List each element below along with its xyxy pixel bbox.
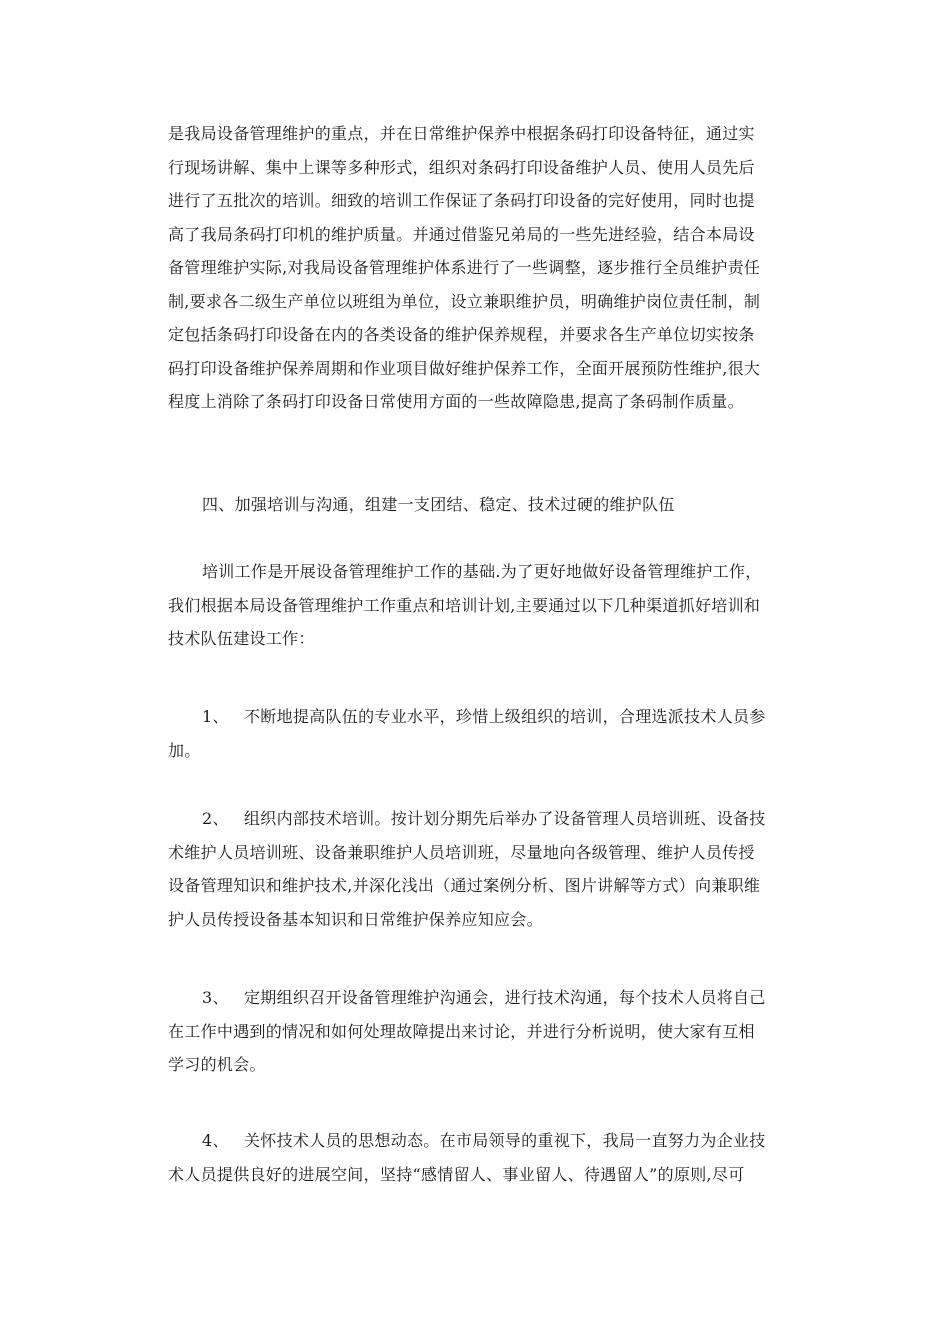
text-line: 是我局设备管理维护的重点，并在日常维护保养中根据条码打印设备特征，通过实 — [168, 124, 755, 143]
section-heading-4 — [168, 488, 784, 522]
text-line: 术人员提供良好的进展空间，坚持“感情留人、事业留人、待遇留人”的原则,尽可 — [168, 1164, 745, 1184]
list-number: 1、 — [202, 707, 229, 726]
list-item-1 — [168, 700, 784, 767]
list-item-2 — [168, 802, 784, 936]
list-number: 3、 — [202, 988, 229, 1007]
paragraph-training-basis — [168, 555, 784, 656]
text-line: 加。 — [168, 740, 201, 760]
list-item-4 — [168, 1124, 784, 1191]
list-item-3 — [168, 981, 784, 1082]
text-line: 进行了五批次的培训。细致的培训工作保证了条码打印设备的完好使用，同时也提 — [168, 191, 755, 210]
text-line: 组织内部技术培训。按计划分期先后举办了设备管理人员培训班、设备技 — [244, 809, 766, 828]
text-line: 培训工作是开展设备管理维护工作的基础.为了更好地做好设备管理维护工作， — [202, 562, 762, 581]
text-line: 高了我局条码打印机的维护质量。并通过借鉴兄弟局的一些先进经验，结合本局设 — [168, 224, 755, 244]
text-line: 学习的机会。 — [168, 1055, 266, 1074]
paragraph-training-maintenance — [168, 117, 784, 419]
text-line: 护人员传授设备基本知识和日常维护保养应知应会。 — [168, 909, 543, 929]
list-number: 2、 — [202, 809, 229, 828]
text-line: 技术队伍建设工作： — [168, 629, 315, 648]
list-number: 4、 — [202, 1131, 229, 1150]
text-line: 定包括条码打印设备在内的各类设备的维护保养规程，并要求各生产单位切实按条 — [168, 325, 755, 344]
text-line: 我们根据本局设备管理维护工作重点和培训计划,主要通过以下几种渠道抓好培训和 — [168, 595, 761, 615]
text-line: 设备管理知识和维护技术,并深化浅出（通过案例分析、图片讲解等方式）向兼职维 — [168, 876, 761, 895]
text-line: 备管理维护实际,对我局设备管理维护体系进行了一些调整，逐步推行全员维护责任 — [168, 258, 761, 277]
text-line: 码打印设备维护保养周期和作业项目做好维护保养工作，全面开展预防性维护,很大 — [168, 358, 761, 378]
text-line: 程度上消除了条码打印设备日常使用方面的一些故障隐患,提高了条码制作质量。 — [168, 392, 744, 411]
text-line: 术维护人员培训班、设备兼职维护人员培训班，尽量地向各级管理、维护人员传授 — [168, 842, 755, 862]
text-line: 定期组织召开设备管理维护沟通会，进行技术沟通，每个技术人员将自己 — [244, 988, 766, 1007]
text-line: 制,要求各二级生产单位以班组为单位，设立兼职维护员，明确维护岗位责任制，制 — [168, 291, 761, 311]
text-line: 行现场讲解、集中上课等多种形式，组织对条码打印设备维护人员、使用人员先后 — [168, 157, 755, 177]
heading-text: 四、加强培训与沟通，组建一支团结、稳定、技术过硬的维护队伍 — [202, 495, 675, 514]
text-line: 在工作中遇到的情况和如何处理故障提出来讨论，并进行分析说明，使大家有互相 — [168, 1021, 755, 1041]
text-line: 不断地提高队伍的专业水平，珍惜上级组织的培训，合理选派技术人员参 — [244, 707, 766, 726]
text-line: 关怀技术人员的思想动态。在市局领导的重视下，我局一直努力为企业技 — [244, 1131, 766, 1150]
